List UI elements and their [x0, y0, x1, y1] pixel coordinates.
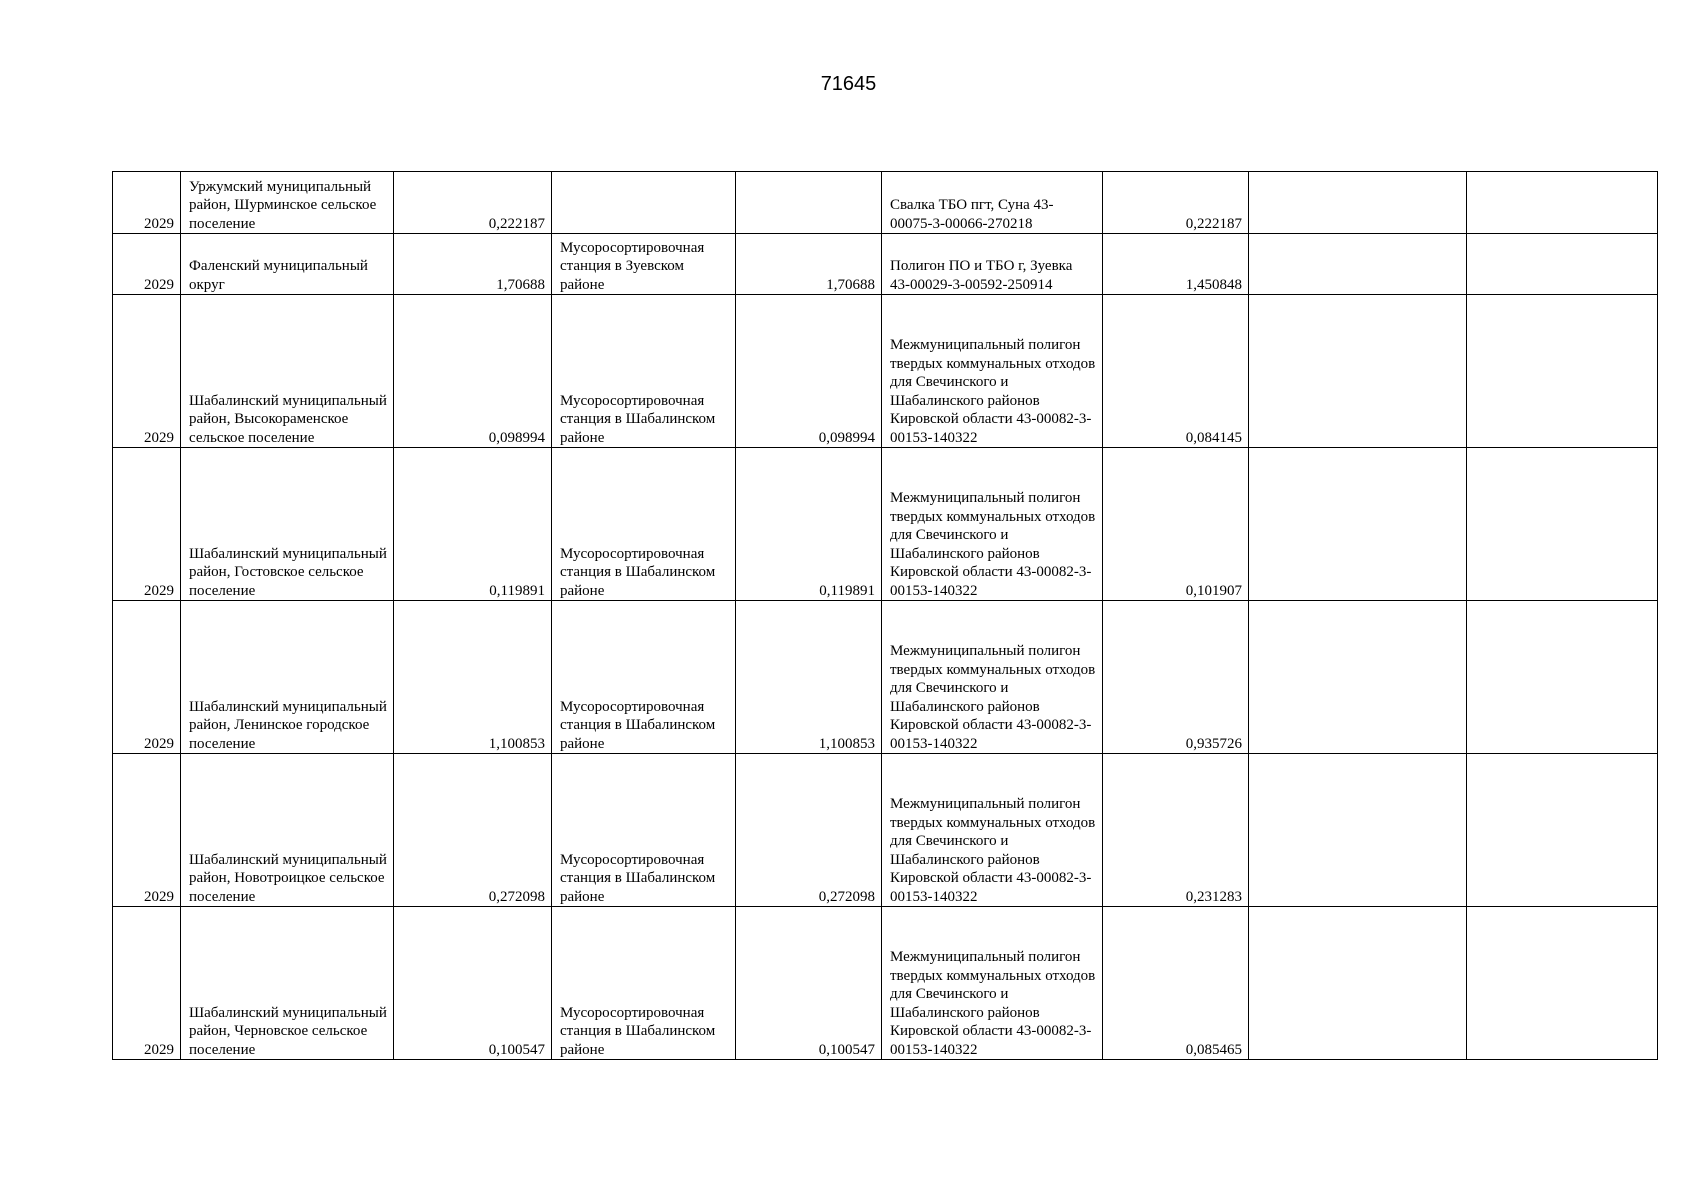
table-row [113, 172, 1658, 234]
landfill-cell: Полигон ПО и ТБО г, Зуевка 43-00029-3-00592-250914 [882, 234, 1103, 295]
sorting-mass-cell: 1,70688 [736, 234, 882, 295]
mass-total-cell: 0,272098 [394, 754, 552, 907]
sorting-station-cell: Мусоросортировочная станция в Шабалинском районе [552, 448, 736, 601]
year-cell: 2029 [113, 907, 181, 1060]
landfill-cell: Свалка ТБО пгт, Суна 43-00075-3-00066-270218 [882, 172, 1103, 234]
municipality-cell: Шабалинский муниципальный район, Черновское сельское поселение [181, 907, 394, 1060]
landfill-mass-cell: 0,085465 [1103, 907, 1249, 1060]
sorting-station-cell [552, 172, 736, 234]
landfill-cell: Межмуниципальный полигон твердых коммунальных отходов для Свечинского и Шабалинского районов Кировской области 43-00082-3-00153-140322 [882, 601, 1103, 754]
landfill-mass-cell: 1,450848 [1103, 234, 1249, 295]
sorting-station-cell: Мусоросортировочная станция в Шабалинском районе [552, 295, 736, 448]
empty-cell [1249, 172, 1467, 234]
landfill-mass-cell: 0,084145 [1103, 295, 1249, 448]
sorting-station-cell: Мусоросортировочная станция в Шабалинском районе [552, 754, 736, 907]
landfill-mass-cell: 0,222187 [1103, 172, 1249, 234]
municipality-cell: Фаленский муниципальный округ [181, 234, 394, 295]
landfill-cell: Межмуниципальный полигон твердых коммунальных отходов для Свечинского и Шабалинского районов Кировской области 43-00082-3-00153-140322 [882, 448, 1103, 601]
sorting-mass-cell: 0,119891 [736, 448, 882, 601]
sorting-mass-cell: 0,098994 [736, 295, 882, 448]
mass-total-cell: 0,100547 [394, 907, 552, 1060]
sorting-station-cell: Мусоросортировочная станция в Шабалинском районе [552, 601, 736, 754]
municipality-cell: Шабалинский муниципальный район, Новотроицкое сельское поселение [181, 754, 394, 907]
landfill-mass-cell: 0,101907 [1103, 448, 1249, 601]
table-row [113, 601, 1658, 754]
empty-cell [1249, 234, 1467, 295]
empty-cell [1249, 601, 1467, 754]
sorting-mass-cell: 0,272098 [736, 754, 882, 907]
year-cell: 2029 [113, 172, 181, 234]
empty-cell [1467, 448, 1658, 601]
year-cell: 2029 [113, 295, 181, 448]
table-row [113, 448, 1658, 601]
sorting-mass-cell: 0,100547 [736, 907, 882, 1060]
municipality-cell: Шабалинский муниципальный район, Ленинское городское поселение [181, 601, 394, 754]
sorting-station-cell: Мусоросортировочная станция в Зуевском районе [552, 234, 736, 295]
empty-cell [1467, 907, 1658, 1060]
empty-cell [1249, 295, 1467, 448]
municipality-cell: Шабалинский муниципальный район, Высокораменское сельское поселение [181, 295, 394, 448]
empty-cell [1249, 448, 1467, 601]
landfill-cell: Межмуниципальный полигон твердых коммунальных отходов для Свечинского и Шабалинского районов Кировской области 43-00082-3-00153-140322 [882, 295, 1103, 448]
landfill-mass-cell: 0,231283 [1103, 754, 1249, 907]
empty-cell [1467, 172, 1658, 234]
empty-cell [1249, 754, 1467, 907]
year-cell: 2029 [113, 448, 181, 601]
year-cell: 2029 [113, 234, 181, 295]
landfill-cell: Межмуниципальный полигон твердых коммунальных отходов для Свечинского и Шабалинского районов Кировской области 43-00082-3-00153-140322 [882, 907, 1103, 1060]
mass-total-cell: 0,119891 [394, 448, 552, 601]
table-row [113, 234, 1658, 295]
empty-cell [1467, 295, 1658, 448]
mass-total-cell: 1,70688 [394, 234, 552, 295]
municipality-cell: Шабалинский муниципальный район, Гостовское сельское поселение [181, 448, 394, 601]
landfill-mass-cell: 0,935726 [1103, 601, 1249, 754]
mass-total-cell: 1,100853 [394, 601, 552, 754]
table-row [113, 907, 1658, 1060]
empty-cell [1467, 601, 1658, 754]
landfill-cell: Межмуниципальный полигон твердых коммунальных отходов для Свечинского и Шабалинского районов Кировской области 43-00082-3-00153-140322 [882, 754, 1103, 907]
empty-cell [1467, 754, 1658, 907]
page-number: 71645 [820, 73, 877, 95]
empty-cell [1467, 234, 1658, 295]
sorting-station-cell: Мусоросортировочная станция в Шабалинском районе [552, 907, 736, 1060]
empty-cell [1249, 907, 1467, 1060]
year-cell: 2029 [113, 754, 181, 907]
mass-total-cell: 0,098994 [394, 295, 552, 448]
sorting-mass-cell [736, 172, 882, 234]
mass-total-cell: 0,222187 [394, 172, 552, 234]
table-row [113, 754, 1658, 907]
municipality-cell: Уржумский муниципальный район, Шурминское сельское поселение [181, 172, 394, 234]
table-row [113, 295, 1658, 448]
waste-flow-table [112, 171, 1658, 1060]
sorting-mass-cell: 1,100853 [736, 601, 882, 754]
year-cell: 2029 [113, 601, 181, 754]
